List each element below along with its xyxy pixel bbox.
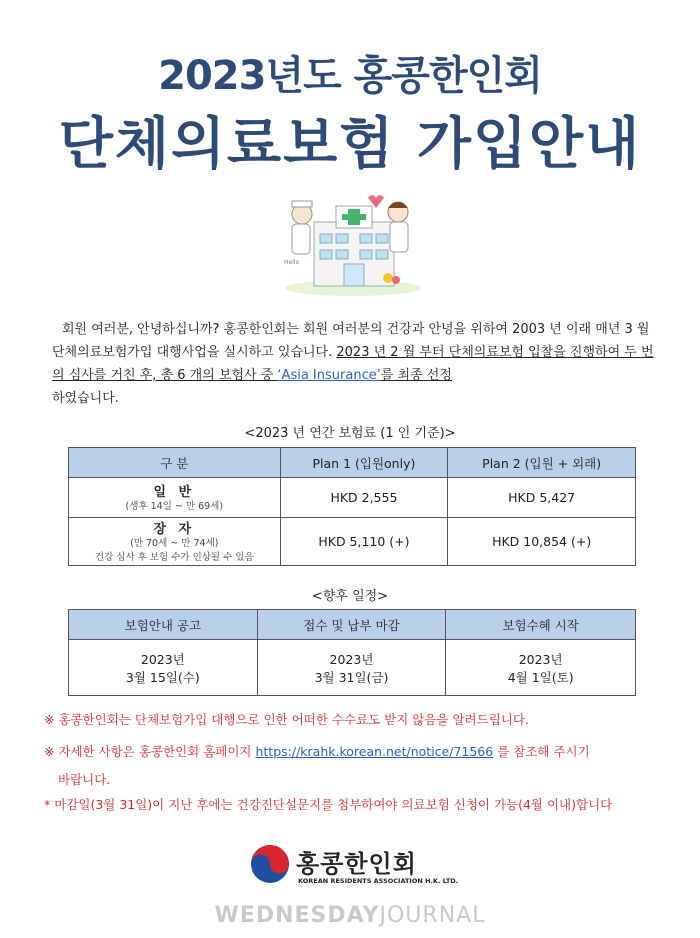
category-title: 일 반 xyxy=(153,485,196,500)
svg-text:Hello: Hello xyxy=(284,259,300,266)
logo-name: 홍콩한인회 xyxy=(296,850,417,878)
schedule-year: 2023년 xyxy=(140,651,185,667)
schedule-date: 3월 31일(금) xyxy=(314,669,389,685)
table-row xyxy=(69,640,636,696)
plan1-price: HKD 5,110 (+) xyxy=(280,518,448,566)
note-deadline: * 마감일(3월 31일)이 지난 후에는 건강진단설문지를 첨부하여야 의료보험 신청이 가능(4월 이내)합니다 xyxy=(44,797,613,812)
schedule-cell xyxy=(446,640,636,696)
schedule-year: 2023년 xyxy=(329,651,374,667)
insurer-link[interactable]: ‘Asia Insurance’ xyxy=(277,368,381,383)
category-cell xyxy=(69,518,281,566)
table-row xyxy=(69,478,636,518)
intro-paragraph xyxy=(52,318,662,410)
hospital-illustration xyxy=(278,192,428,296)
table-header: Plan 1 (입원only) xyxy=(280,448,448,478)
premium-header-row xyxy=(69,448,636,478)
table-header: 접수 및 납부 마감 xyxy=(257,610,446,640)
table-header: 보험안내 공고 xyxy=(69,610,258,640)
note-details xyxy=(44,738,674,794)
table-header: Plan 2 (입원 + 외래) xyxy=(448,448,636,478)
note-details-prefix: ※ 자세한 사항은 홍콩한인회 홈페이지 xyxy=(44,744,256,759)
watermark-light: JOURNAL xyxy=(379,903,486,928)
premium-caption: <2023 년 연간 보험료 (1 인 기준)> xyxy=(244,426,456,441)
table-header: 구 분 xyxy=(69,448,281,478)
schedule-header-row xyxy=(69,610,636,640)
category-cell xyxy=(69,478,281,518)
schedule-cell xyxy=(69,640,258,696)
category-title: 장 자 xyxy=(153,522,196,537)
category-age: (생후 14일 ~ 만 69세) xyxy=(125,501,224,512)
schedule-date: 4월 1일(토) xyxy=(507,669,574,685)
intro-text-2: 2023 년 2 월 부터 단체의료보험 입찰을 진행하여 두 번의 심사를 거친 후, 총 6 개의 보험사 중 xyxy=(52,345,654,383)
page-title-line1: 2023년도 홍콩한인회 xyxy=(158,53,542,99)
table-row xyxy=(69,518,636,566)
watermark-bold: WEDNESDAY xyxy=(214,903,380,928)
intro-text-1: 회원 여러분, 안녕하십니까? 홍콩한인회는 회원 여러분의 건강과 안녕을 위하여 2003 년 이래 매년 3 월 단체의료보험가입 대행사업을 실시하고 있습니다. xyxy=(52,322,650,360)
note-fee: ※ 홍콩한인회는 단체보험가입 대행으로 인한 어떠한 수수료도 받지 않음을 알려드립니다. xyxy=(44,712,529,727)
page-title-line2: 단체의료보험 가입안내 xyxy=(58,112,642,177)
logo-subtitle: KOREAN RESIDENTS ASSOCIATION H.K. LTD. xyxy=(298,877,459,885)
plan2-price: HKD 5,427 xyxy=(448,478,636,518)
table-header: 보험수혜 시작 xyxy=(446,610,636,640)
category-note: 건강 심사 후 보험 수가 인상될 수 있음 xyxy=(94,552,254,563)
note-details-line2: 바랍니다. xyxy=(58,772,111,787)
schedule-cell xyxy=(257,640,446,696)
watermark xyxy=(0,903,700,928)
schedule-date: 3월 15일(수) xyxy=(125,669,200,685)
schedule-year: 2023년 xyxy=(518,651,563,667)
category-age: (만 70세 ~ 만 74세) xyxy=(130,538,219,549)
intro-text-3: 를 최종 선정 xyxy=(380,368,452,383)
plan1-price: HKD 2,555 xyxy=(280,478,448,518)
notice-link[interactable]: https://krahk.korean.net/notice/71566 xyxy=(255,744,494,759)
note-details-suffix: 를 참조해 주시기 xyxy=(493,744,590,759)
intro-text-4: 하였습니다. xyxy=(52,391,119,406)
plan2-price: HKD 10,854 (+) xyxy=(448,518,636,566)
schedule-caption: <향후 일정> xyxy=(311,589,389,604)
schedule-table xyxy=(68,609,636,696)
premium-table xyxy=(68,447,636,566)
association-logo xyxy=(250,840,459,900)
taegeuk-icon xyxy=(250,844,290,884)
